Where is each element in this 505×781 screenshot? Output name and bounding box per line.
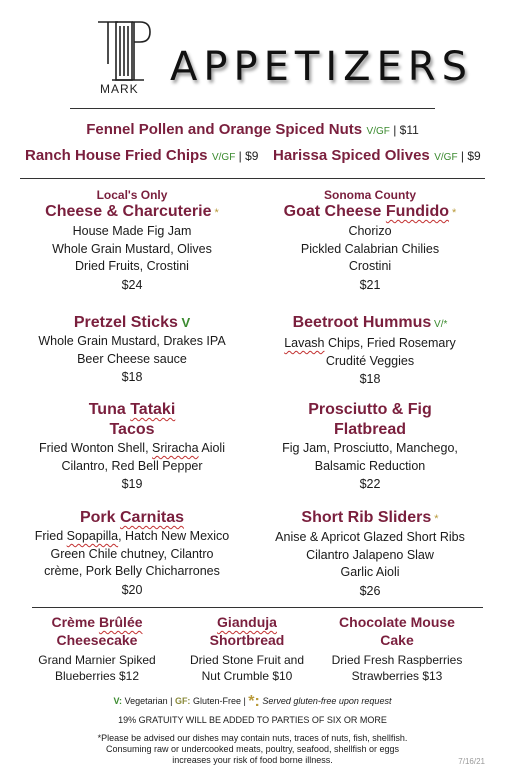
dessert-chocolate-mouse: Chocolate Mouse Cake Dried Fresh Raspberries Strawberries $13 — [331, 614, 463, 683]
top-item-olives: Harissa Spiced Olives V/GF | $9 — [273, 147, 481, 164]
dietary-legend: V: Vegetarian | GF: Gluten-Free | *: Served gluten-free upon request — [113, 693, 392, 710]
top-item-nuts: Fennel Pollen and Orange Spiced Nuts V/GF | $11 — [86, 121, 419, 138]
top-mark-logo — [96, 20, 154, 96]
dessert-creme-brulee: Crème Brûlée Cheesecake Grand Marnier Spiked Blueberries $12 — [38, 614, 156, 683]
menu-item-pork: Pork Carnitas Fried Sopapilla, Hatch New Mexico Green Chile chutney, Cilantro crème, Pork Belly Chicharrones $20 — [34, 509, 230, 597]
menu-item-pretzel: Pretzel Sticks V Whole Grain Mustard, Drakes IPA Beer Cheese sauce $18 — [38, 314, 226, 384]
asterisk-icon: *: — [248, 693, 260, 710]
menu-item-tuna: Tuna Tataki Tacos Fried Wonton Shell, Sriracha Aioli Cilantro, Red Bell Pepper $19 — [39, 401, 225, 491]
logo-icon — [96, 20, 154, 84]
logo-text: MARK — [100, 82, 139, 96]
allergy-advisory: *Please be advised our dishes may contain nuts, traces of nuts, fish, shellfish. Consuming raw or undercooked meats, poultry, seafood, shellfish or eggs increases your risk of food borne illness. — [97, 733, 408, 765]
menu-item-cheese: Local's Only Cheese & Charcuterie * House Made Fig Jam Whole Grain Mustard, Olives Dried Fruits, Crostini $24 — [45, 188, 219, 292]
divider-top — [70, 108, 435, 109]
divider-desserts — [32, 607, 483, 608]
top-item-chips: Ranch House Fried Chips V/GF | $9 — [25, 147, 259, 164]
print-date: 7/16/21 — [458, 757, 485, 766]
page-title: APPETIZERS — [170, 44, 473, 90]
menu-item-short-rib: Short Rib Sliders * Anise & Apricot Glazed Short Ribs Cilantro Jalapeno Slaw Garlic Aioli $26 — [275, 509, 465, 598]
divider-mid — [20, 178, 485, 179]
menu-item-prosciutto: Prosciutto & Fig Flatbread Fig Jam, Prosciutto, Manchego, Balsamic Reduction $22 — [282, 401, 458, 491]
menu-item-goat-cheese: Sonoma County Goat Cheese Fundido * Chorizo Pickled Calabrian Chilies Crostini $21 — [283, 188, 457, 292]
dessert-gianduja: Gianduja Shortbread Dried Stone Fruit and Nut Crumble $10 — [189, 614, 305, 683]
gratuity-notice: 19% GRATUITY WILL BE ADDED TO PARTIES OF SIX OR MORE — [118, 715, 387, 725]
menu-item-hummus: Beetroot Hummus V/* Lavash Chips, Fried Rosemary Crudité Veggies $18 — [284, 314, 456, 386]
